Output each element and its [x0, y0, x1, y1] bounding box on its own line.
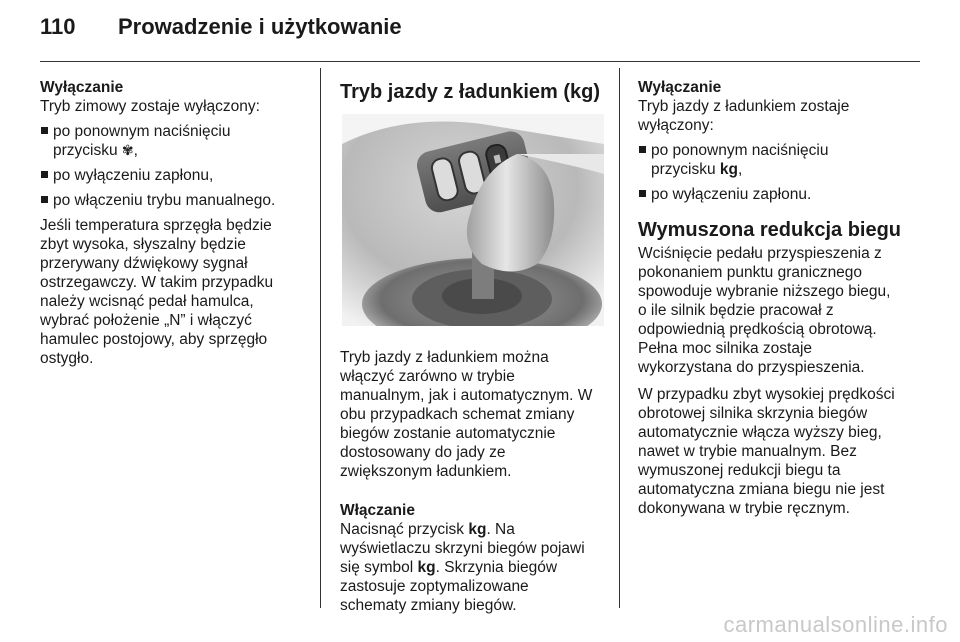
subheading-winter-off: Wyłączanie — [40, 79, 124, 96]
header-divider — [40, 61, 920, 62]
column-divider-1 — [320, 68, 321, 608]
list-item: po wyłączeniu zapłonu. — [638, 185, 928, 204]
load-off-intro: Tryb jazdy z ładunkiem zostaje wyłączony: — [638, 98, 850, 134]
column-2 — [340, 78, 608, 615]
clutch-temperature-paragraph: Jeśli temperatura sprzęgła będzie zbyt wysoka, słyszalny będzie przerywany dźwiękowy sygnał ostrzegawczy. W takim przypadku należy wcisnąć pedał hamulca, wybrać położenie „N” i włączyć hamulec postojowy, aby sprzęgło ostygło. — [40, 217, 274, 367]
enable-paragraph: Nacisnąć przycisk kg. Na wyświetlaczu skrzyni biegów pojawi się symbol kg. Skrzynia biegów zastosuje zoptymalizowane schematy zmiany biegów. — [340, 521, 585, 614]
list-item: po wyłączeniu zapłonu, — [40, 166, 308, 185]
column-3 — [638, 78, 928, 518]
watermark: carmanualsonline.info — [723, 612, 948, 637]
winter-off-intro: Tryb zimowy zostaje wyłączony: — [40, 98, 260, 115]
page-title: Prowadzenie i użytkowanie — [118, 14, 402, 39]
load-mode-paragraph: Tryb jazdy z ładunkiem można włączyć zarówno w trybie manualnym, jak i automatycznym. W obu przypadkach schemat zmiany biegów zostanie automatycznie dostosowany do jady ze zwiększonym ładunkiem. — [340, 349, 593, 480]
column-1 — [40, 78, 308, 368]
page-header — [40, 14, 920, 54]
snowflake-icon: ✾ — [121, 142, 134, 158]
list-item: po włączeniu trybu manualnego. — [40, 191, 308, 210]
kickdown-paragraph-2: W przypadku zbyt wysokiej prędkości obrotowej silnika skrzynia biegów automatycznie włącza wyższy bieg, nawet w trybie manualnym. Bez wymuszonej redukcji biegu ta automatyczna zmiana biegu nie jest dokonywana w trybie ręcznym. — [638, 386, 895, 517]
subheading-load-off: Wyłączanie — [638, 79, 722, 96]
kickdown-paragraph-1: Wciśnięcie pedału przyspieszenia z pokonaniem punktu granicznego spowoduje wybranie niższego biegu, o ile silnik będzie pracował z odpowiednią prędkością obrotową. Pełna moc silnika zostaje wykorzystana do przyspieszenia. — [638, 245, 891, 376]
page-number: 110 — [40, 14, 76, 39]
gear-selector-photo — [342, 114, 604, 326]
subheading-enable: Włączanie — [340, 502, 415, 519]
winter-off-list — [40, 122, 308, 210]
column-divider-2 — [619, 68, 620, 608]
heading-load-mode: Tryb jazdy z ładunkiem (kg) — [340, 81, 601, 103]
load-off-list — [638, 141, 928, 204]
list-item: po ponownym naciśnięciu przycisku ✾, — [40, 122, 308, 160]
heading-kickdown: Wymuszona redukcja biegu — [638, 219, 902, 241]
list-item: po ponownym naciśnięciu przycisku kg, — [638, 141, 928, 179]
